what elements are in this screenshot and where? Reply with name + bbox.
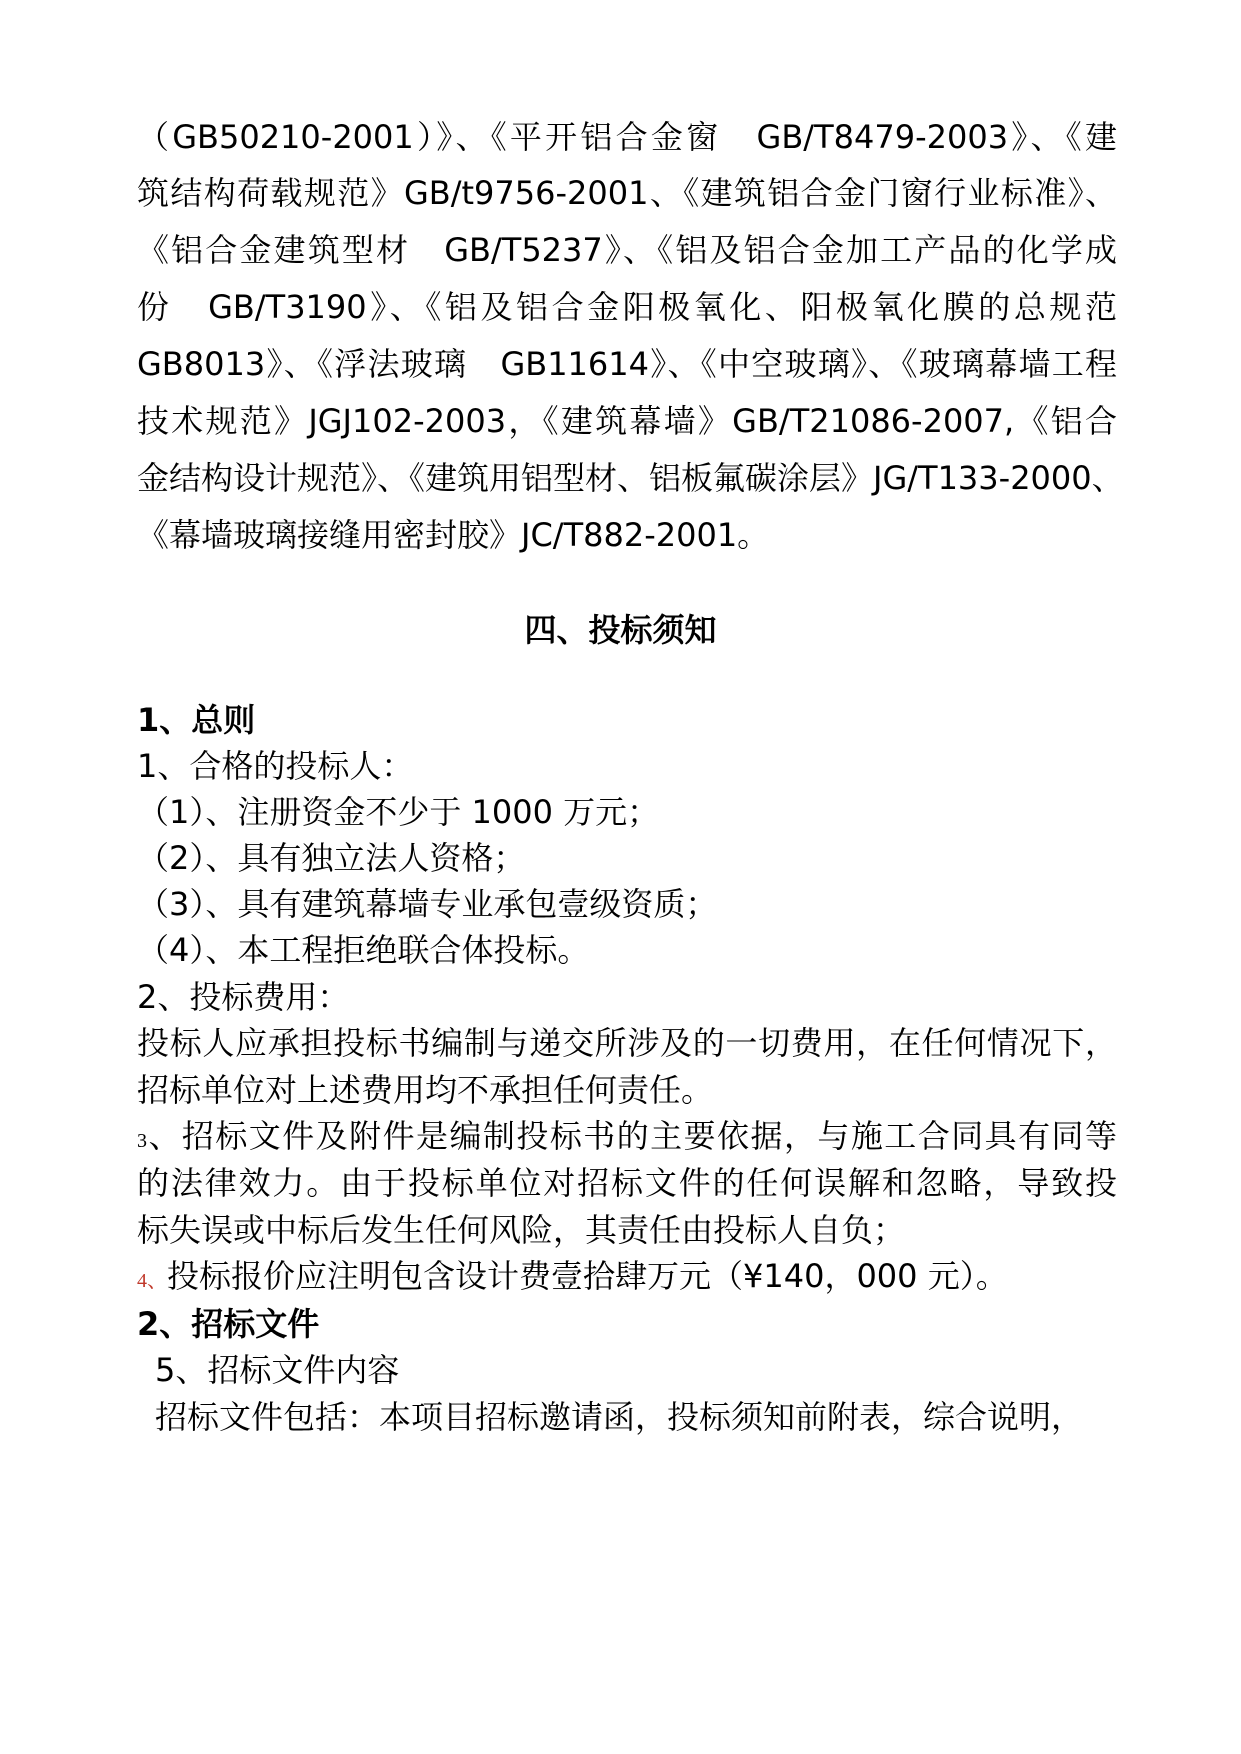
bid-price-line — [137, 1256, 1117, 1301]
requirement-3: （3）、具有建筑幕墙专业承包壹级资质； — [137, 885, 718, 923]
standards-line-2: 筑结构荷载规范》GB/t9756-2001、《建筑铝合金门窗行业标准》、 — [137, 174, 1117, 212]
item-4-number: 4、 — [137, 1270, 167, 1292]
bid-cost-line-2: 招标单位对上述费用均不承担任何责任。 — [137, 1071, 714, 1109]
tender-docs-line-1 — [137, 1116, 1117, 1161]
item-4-text: 投标报价应注明包含设计费壹拾肆万元（¥140，000 元）。 — [167, 1257, 1008, 1295]
section-2-title: 2、招标文件 — [137, 1305, 320, 1343]
tender-docs-line-3: 标失误或中标后发生任何风险，其责任由投标人自负； — [137, 1211, 906, 1249]
qualified-bidder-title: 1、合格的投标人： — [137, 747, 414, 785]
standards-line-3: 《铝合金建筑型材 GB/T5237》、《铝及铝合金加工产品的化学成 — [137, 231, 1117, 269]
requirement-4: （4）、本工程拒绝联合体投标。 — [137, 931, 590, 969]
bid-cost-line-1: 投标人应承担投标书编制与递交所涉及的一切费用，在任何情况下， — [137, 1024, 1117, 1062]
bid-cost-title: 2、投标费用： — [137, 978, 350, 1016]
tender-content-title: 5、招标文件内容 — [155, 1351, 400, 1389]
standards-line-7: 金结构设计规范》、《建筑用铝型材、铝板氟碳涂层》JG/T133-2000、 — [137, 459, 1124, 497]
item-3-number: 3 — [137, 1130, 147, 1152]
standards-line-1: （GB50210-2001）》、《平开铝合金窗 GB/T8479-2003》、《建 — [137, 118, 1117, 156]
requirement-1: （1）、注册资金不少于 1000 万元； — [137, 793, 660, 831]
tender-content-text: 招标文件包括：本项目招标邀请函，投标须知前附表，综合说明， — [155, 1398, 1084, 1436]
standards-line-8: 《幕墙玻璃接缝用密封胶》JC/T882-2001。 — [137, 516, 770, 554]
requirement-2: （2）、具有独立法人资格； — [137, 839, 526, 877]
section-1-title: 1、总则 — [137, 701, 256, 739]
tender-docs-line-2: 的法律效力。由于投标单位对招标文件的任何误解和忽略，导致投 — [137, 1164, 1117, 1202]
standards-line-6: 技术规范》JGJ102-2003，《建筑幕墙》GB/T21086-2007,《铝合 — [137, 402, 1117, 440]
standards-line-4: 份 GB/T3190》、《铝及铝合金阳极氧化、阳极氧化膜的总规范 — [137, 288, 1117, 326]
item-3-text: 、招标文件及附件是编制投标书的主要依据，与施工合同具有同等 — [147, 1117, 1117, 1155]
chapter-title: 四、投标须知 — [524, 611, 717, 649]
standards-line-5: GB8013》、《浮法玻璃 GB11614》、《中空玻璃》、《玻璃幕墙工程 — [137, 345, 1117, 383]
